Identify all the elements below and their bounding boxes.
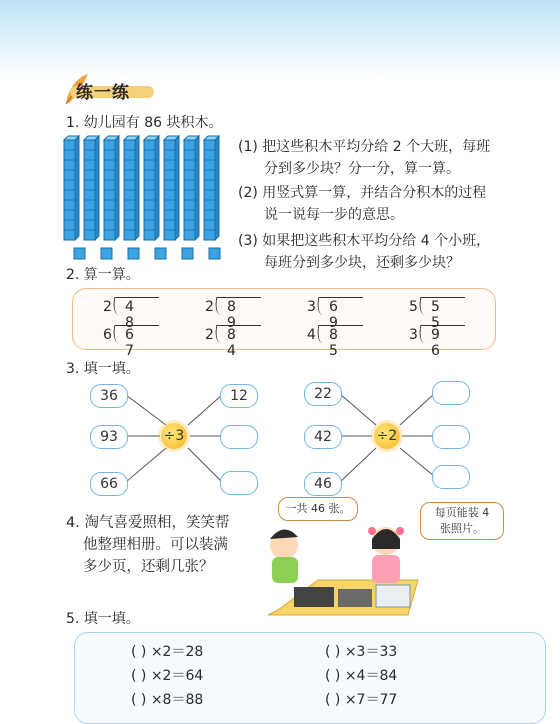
fill-equation: ( ) ×2＝64 <box>131 668 204 684</box>
fill-equation: ( ) ×4＝84 <box>325 668 398 684</box>
q1-sub-1: (1) 把这些积木平均分给 2 个大班，每班 分到多少块？分一分，算一算。 <box>238 139 491 177</box>
division-panel: 2 4 8 2 8 9 3 6 9 5 5 5 6 6 7 2 8 4 4 8 5 3 9 6 <box>72 288 496 350</box>
fill-panel <box>74 632 546 724</box>
operator-sun: ÷3 <box>161 423 187 449</box>
answer-pill[interactable] <box>220 425 258 449</box>
question-3: 3. 填一填。 <box>66 361 140 377</box>
fill-equation: ( ) ×2＝28 <box>131 644 204 660</box>
input-pill: 93 <box>90 425 128 449</box>
input-pill: 46 <box>304 472 342 496</box>
speech-bubble-right: 每页能装 4 张照片。 <box>420 502 504 540</box>
speech-bubble-left: 一共 46 张。 <box>278 497 358 521</box>
answer-pill[interactable] <box>220 471 258 495</box>
fill-equation: ( ) ×8＝88 <box>131 692 204 708</box>
output-pill: 12 <box>220 384 258 408</box>
question-4: 4. 淘气喜爱照相，笑笑帮 他整理相册。可以装满 多少页，还剩几张？ <box>66 515 230 575</box>
question-1: 1. 幼儿园有 86 块积木。 <box>66 115 223 131</box>
q1-sub-2: (2) 用竖式算一算，并结合分积木的过程 说一说每一步的意思。 <box>238 185 487 223</box>
section-title-text: 练一练 <box>76 83 130 103</box>
input-pill: 42 <box>304 425 342 449</box>
operator-sun: ÷2 <box>374 423 400 449</box>
question-5: 5. 填一填。 <box>66 611 140 627</box>
fill-equation: ( ) ×3＝33 <box>325 644 398 660</box>
answer-pill[interactable] <box>432 465 470 489</box>
answer-pill[interactable] <box>432 425 470 449</box>
children-illustration <box>258 515 428 620</box>
question-2: 2. 算一算。 <box>66 267 140 283</box>
answer-pill[interactable] <box>432 381 470 405</box>
input-pill: 22 <box>304 382 342 406</box>
input-pill: 36 <box>90 384 128 408</box>
fill-equation: ( ) ×7＝77 <box>325 692 398 708</box>
q1-sub-3: (3) 如果把这些积木平均分给 4 个小班， 每班分到多少块，还剩多少块？ <box>238 233 491 271</box>
input-pill: 66 <box>90 472 128 496</box>
